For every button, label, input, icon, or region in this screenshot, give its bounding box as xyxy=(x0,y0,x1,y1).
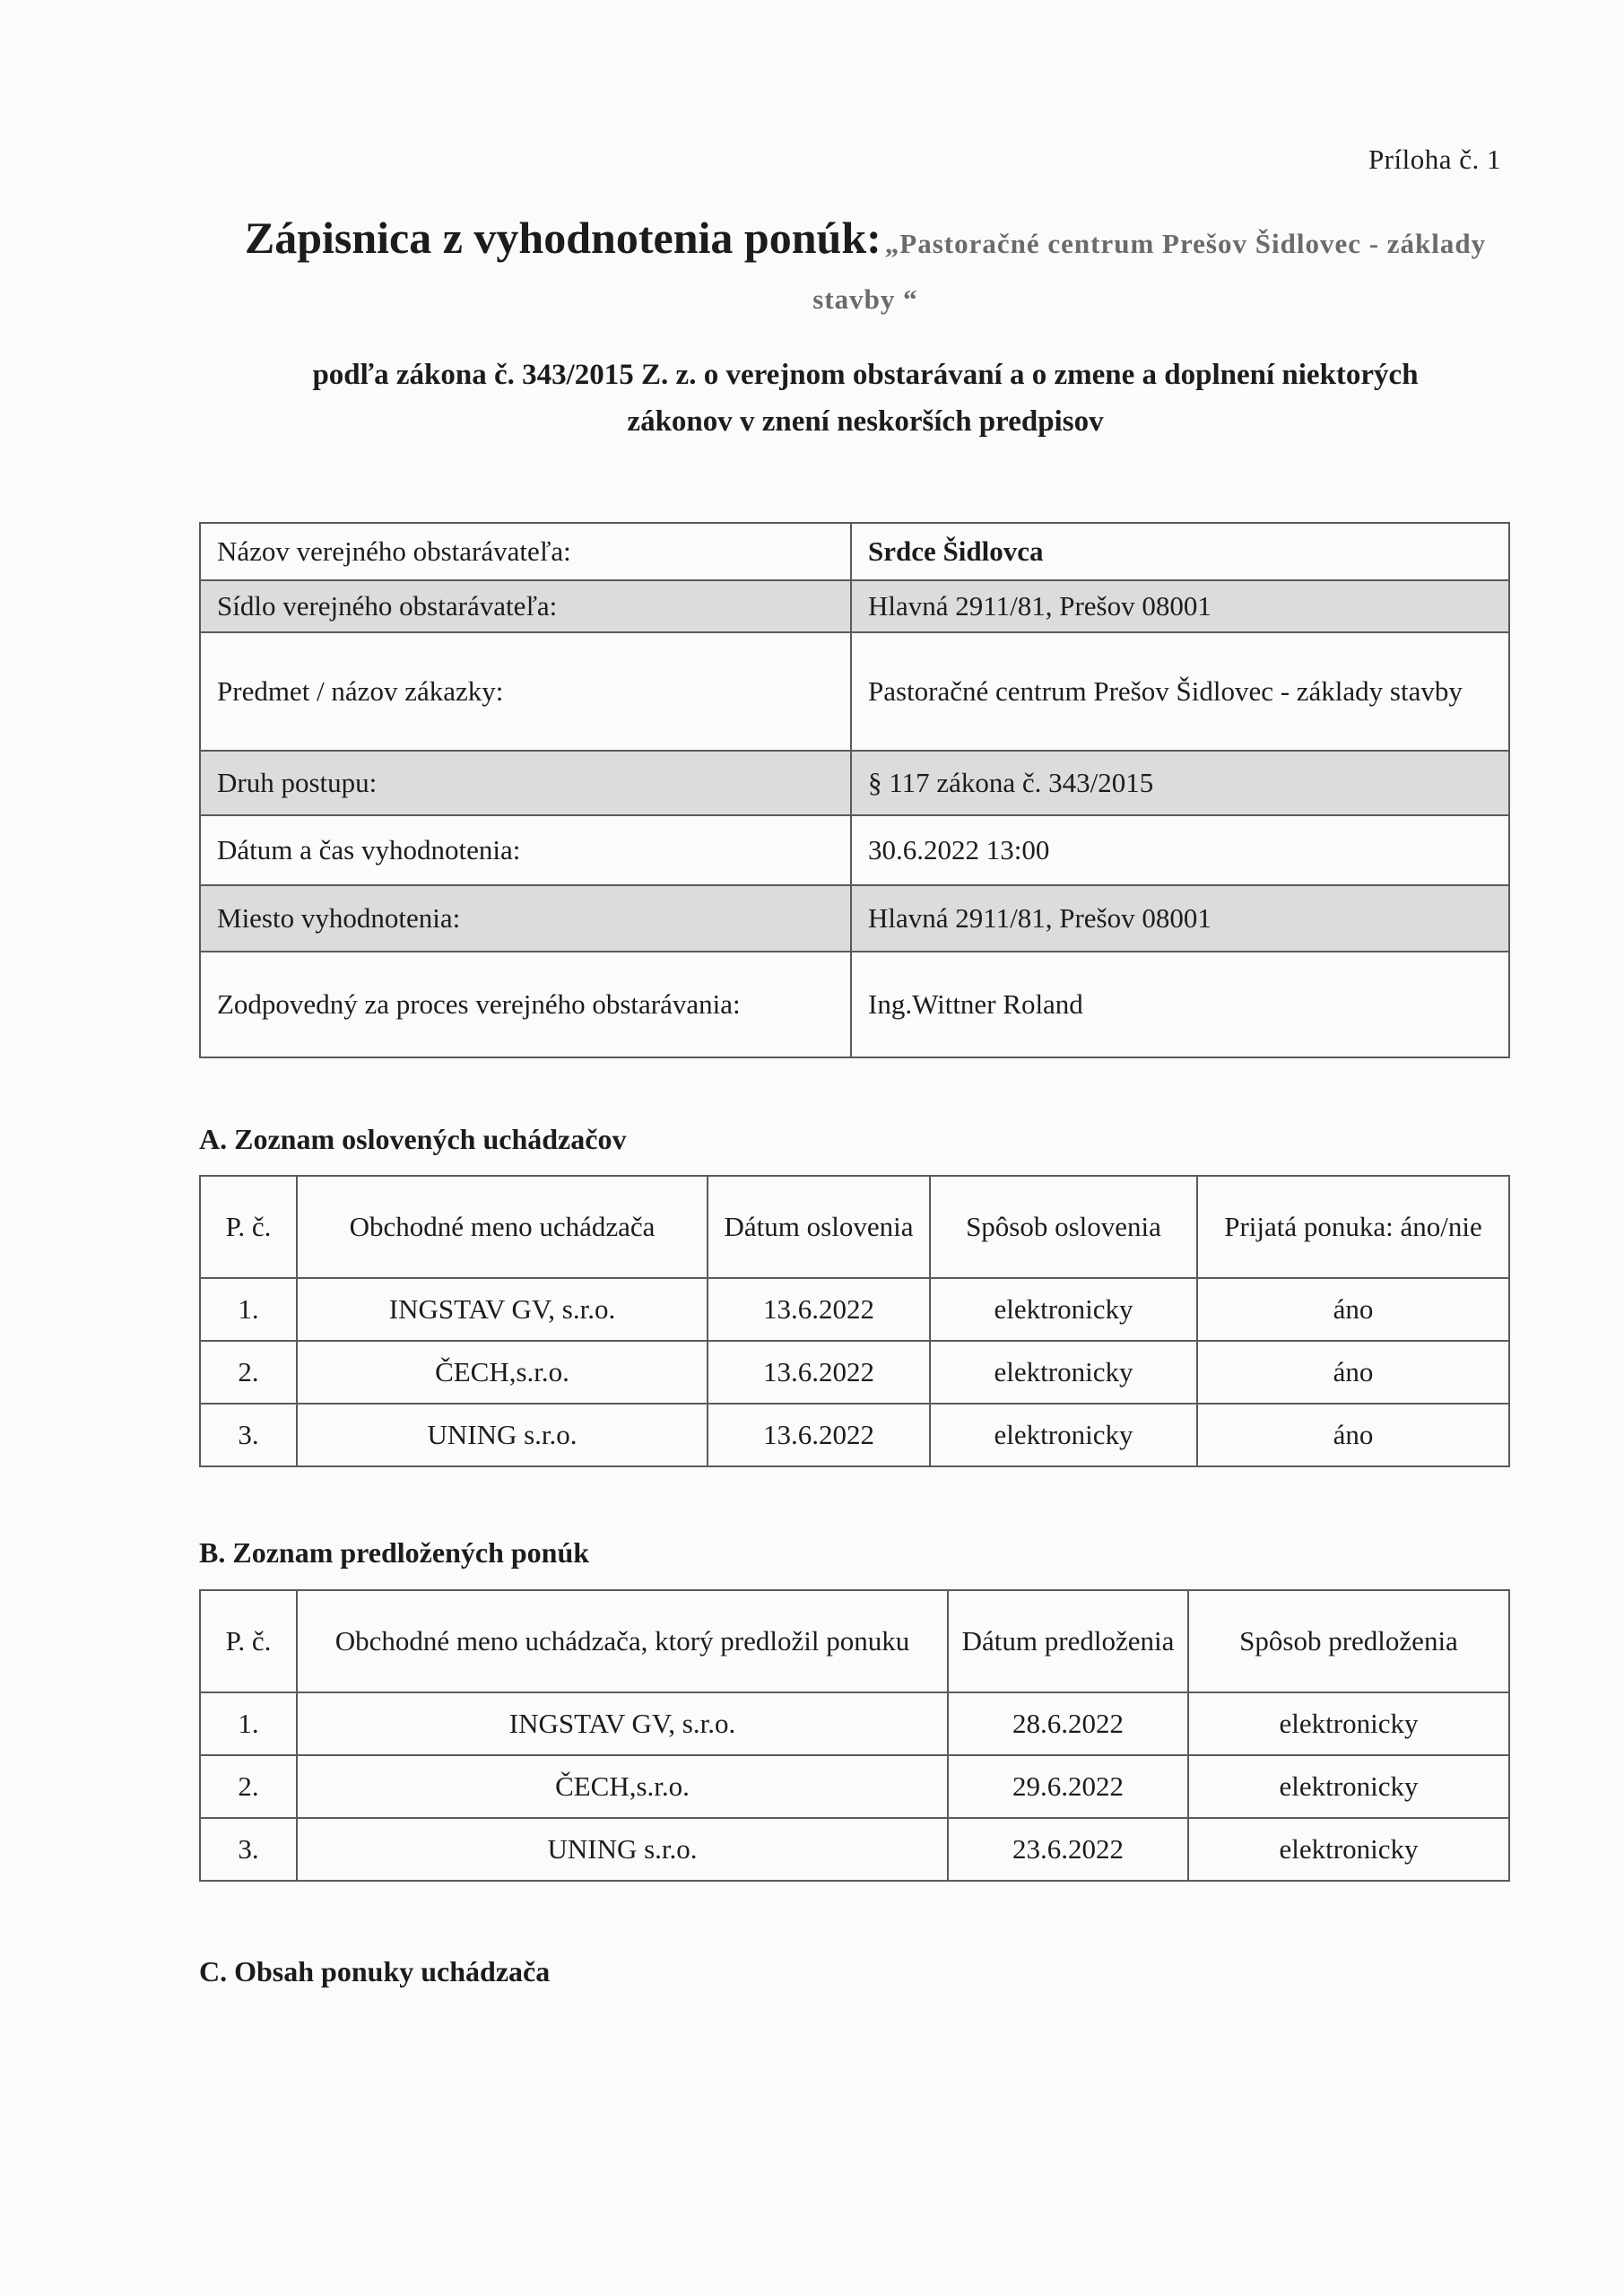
info-value: Hlavná 2911/81, Prešov 08001 xyxy=(851,885,1509,952)
cell-date: 29.6.2022 xyxy=(948,1755,1188,1818)
cell-number: 1. xyxy=(200,1692,297,1755)
table-row xyxy=(200,1341,1509,1404)
cell-accepted: áno xyxy=(1197,1278,1509,1341)
table-row xyxy=(200,1755,1509,1818)
col-header-date: Dátum oslovenia xyxy=(708,1176,930,1278)
cell-name: ČECH,s.r.o. xyxy=(297,1341,708,1404)
table-row xyxy=(200,1404,1509,1466)
cell-name: ČECH,s.r.o. xyxy=(297,1755,948,1818)
title-subject-continued: stavby “ xyxy=(812,283,918,315)
col-header-date: Dátum predloženia xyxy=(948,1590,1188,1692)
table-row xyxy=(200,1692,1509,1755)
col-header-name: Obchodné meno uchádzača xyxy=(297,1176,708,1278)
section-a-heading: A. Zoznam oslovených uchádzačov xyxy=(199,1123,627,1155)
law-reference xyxy=(211,352,1520,445)
col-header-number: P. č. xyxy=(200,1590,297,1692)
info-row xyxy=(200,815,1509,885)
info-label: Dátum a čas vyhodnotenia: xyxy=(200,815,851,885)
info-row xyxy=(200,885,1509,952)
table-row xyxy=(200,1278,1509,1341)
info-value: Ing.Wittner Roland xyxy=(851,952,1509,1057)
col-header-method: Spôsob oslovenia xyxy=(930,1176,1197,1278)
cell-name: INGSTAV GV, s.r.o. xyxy=(297,1278,708,1341)
col-header-method: Spôsob predloženia xyxy=(1188,1590,1509,1692)
cell-date: 13.6.2022 xyxy=(708,1341,930,1404)
cell-method: elektronicky xyxy=(930,1278,1197,1341)
cell-method: elektronicky xyxy=(1188,1692,1509,1755)
cell-method: elektronicky xyxy=(1188,1818,1509,1881)
law-line-2: zákonov v znení neskorších predpisov xyxy=(627,405,1104,438)
info-row xyxy=(200,580,1509,632)
info-label: Sídlo verejného obstarávateľa: xyxy=(200,580,851,632)
info-label: Predmet / názov zákazky: xyxy=(200,632,851,751)
cell-number: 3. xyxy=(200,1404,297,1466)
col-header-name: Obchodné meno uchádzača, ktorý predložil ponuku xyxy=(297,1590,948,1692)
info-value: Hlavná 2911/81, Prešov 08001 xyxy=(851,580,1509,632)
table-header-row xyxy=(200,1176,1509,1278)
info-label: Zodpovedný za proces verejného obstarávania: xyxy=(200,952,851,1057)
table-header-row xyxy=(200,1590,1509,1692)
procurement-info-table xyxy=(199,522,1510,1058)
submitted-offers-table xyxy=(199,1589,1510,1882)
section-b-heading: B. Zoznam predložených ponúk xyxy=(199,1536,590,1569)
info-label: Druh postupu: xyxy=(200,751,851,815)
cell-number: 2. xyxy=(200,1755,297,1818)
info-row xyxy=(200,523,1509,580)
section-c-heading: C. Obsah ponuky uchádzača xyxy=(199,1955,551,1987)
table-row xyxy=(200,1818,1509,1881)
col-header-accepted: Prijatá ponuka: áno/nie xyxy=(1197,1176,1509,1278)
info-row xyxy=(200,632,1509,751)
cell-date: 28.6.2022 xyxy=(948,1692,1188,1755)
annex-label: Príloha č. 1 xyxy=(1368,144,1501,175)
info-label: Názov verejného obstarávateľa: xyxy=(200,523,851,580)
cell-method: elektronicky xyxy=(1188,1755,1509,1818)
cell-name: UNING s.r.o. xyxy=(297,1404,708,1466)
law-line-1: podľa zákona č. 343/2015 Z. z. o verejnom obstarávaní a o zmene a doplnení niektorých xyxy=(312,359,1419,391)
cell-method: elektronicky xyxy=(930,1404,1197,1466)
cell-name: INGSTAV GV, s.r.o. xyxy=(297,1692,948,1755)
info-row xyxy=(200,751,1509,815)
info-row xyxy=(200,952,1509,1057)
info-value: 30.6.2022 13:00 xyxy=(851,815,1509,885)
cell-number: 3. xyxy=(200,1818,297,1881)
cell-name: UNING s.r.o. xyxy=(297,1818,948,1881)
cell-date: 23.6.2022 xyxy=(948,1818,1188,1881)
document-title xyxy=(211,215,1520,313)
cell-method: elektronicky xyxy=(930,1341,1197,1404)
col-header-number: P. č. xyxy=(200,1176,297,1278)
invited-bidders-table xyxy=(199,1175,1510,1467)
info-value: Pastoračné centrum Prešov Šidlovec - základy stavby xyxy=(851,632,1509,751)
cell-number: 2. xyxy=(200,1341,297,1404)
title-lead: Zápisnica z vyhodnotenia ponúk: xyxy=(244,213,881,263)
cell-date: 13.6.2022 xyxy=(708,1404,930,1466)
cell-date: 13.6.2022 xyxy=(708,1278,930,1341)
info-value: Srdce Šidlovca xyxy=(851,523,1509,580)
cell-accepted: áno xyxy=(1197,1341,1509,1404)
cell-number: 1. xyxy=(200,1278,297,1341)
cell-accepted: áno xyxy=(1197,1404,1509,1466)
title-subject: „Pastoračné centrum Prešov Šidlovec - základy xyxy=(884,228,1487,259)
info-value: § 117 zákona č. 343/2015 xyxy=(851,751,1509,815)
info-label: Miesto vyhodnotenia: xyxy=(200,885,851,952)
